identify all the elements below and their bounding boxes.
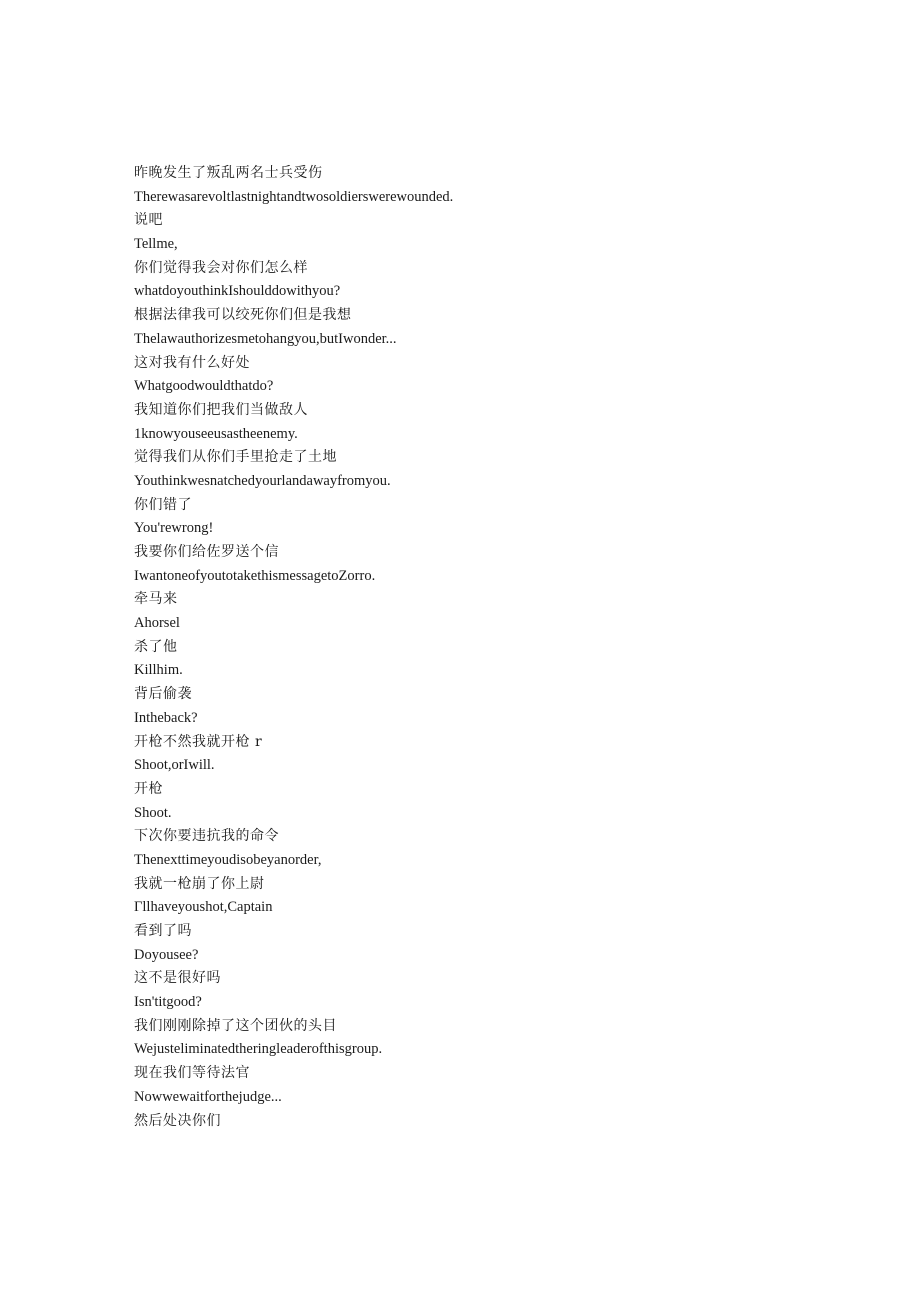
subtitle-line-chinese: 开枪 bbox=[134, 780, 163, 797]
subtitle-line-chinese: 我要你们给佐罗送个信 bbox=[134, 544, 279, 560]
subtitle-text-block bbox=[134, 162, 834, 1133]
subtitle-line-english: Killhim. bbox=[134, 662, 183, 679]
subtitle-line-chinese: 背后偷袭 bbox=[134, 686, 192, 703]
subtitle-line-english: Ahorsel bbox=[134, 615, 180, 632]
subtitle-line-chinese: 下次你要违抗我的命令 bbox=[134, 828, 279, 845]
subtitle-line-chinese: 然后处决你们 bbox=[134, 1112, 221, 1129]
subtitle-line-english: Whatgoodwouldthatdo? bbox=[134, 378, 274, 395]
subtitle-line-chinese: 开枪不然我就开枪 r bbox=[134, 733, 263, 750]
subtitle-line-chinese: 看到了吗 bbox=[134, 923, 192, 939]
subtitle-line-chinese: 你们觉得我会对你们怎么样 bbox=[134, 259, 308, 276]
subtitle-line-chinese: 根据法律我可以绞死你们但是我想 bbox=[134, 307, 352, 324]
subtitle-line-english: Nowwewaitforthejudge... bbox=[134, 1088, 282, 1105]
subtitle-line-english: Shoot,orIwill. bbox=[134, 757, 215, 774]
subtitle-line-english: Doyousee? bbox=[134, 946, 199, 963]
subtitle-line-chinese: 昨晚发生了叛乱两名士兵受伤 bbox=[134, 165, 323, 181]
subtitle-line-english: Intheback? bbox=[134, 709, 198, 726]
subtitle-line-chinese: 你们错了 bbox=[134, 496, 192, 513]
subtitle-line-chinese: 我们刚刚除掉了这个团伙的头目 bbox=[134, 1017, 337, 1034]
subtitle-line-english: IwantoneofyoutotakethismessagetoZorro. bbox=[134, 567, 376, 584]
subtitle-line-chinese: 觉得我们从你们手里抢走了土地 bbox=[134, 449, 337, 466]
subtitle-line-chinese: 杀了他 bbox=[134, 638, 178, 655]
subtitle-line-english: whatdoyouthinkIshoulddowithyou? bbox=[134, 283, 341, 300]
subtitle-line-english: Wejusteliminatedtheringleaderofthisgroup. bbox=[134, 1041, 383, 1058]
subtitle-line-english: Therewasarevoltlastnightandtwosoldierswerewounded. bbox=[134, 188, 454, 205]
subtitle-line-english: Isn'titgood? bbox=[134, 994, 202, 1011]
subtitle-line-english: Thelawauthorizesmetohangyou,butIwonder... bbox=[134, 330, 397, 347]
subtitle-line-chinese: 说吧 bbox=[134, 212, 163, 229]
subtitle-line-english: Γllhaveyoushot,Captain bbox=[134, 899, 273, 916]
subtitle-line-chinese: 我知道你们把我们当做敌人 bbox=[134, 401, 308, 418]
subtitle-line-english: You'rewrong! bbox=[134, 520, 214, 537]
subtitle-line-english: Thenexttimeyoudisobeyanorder, bbox=[134, 851, 322, 868]
subtitle-line-chinese: 牵马来 bbox=[134, 591, 178, 608]
subtitle-line-english: Tellme, bbox=[134, 236, 178, 253]
subtitle-line-chinese: 现在我们等待法官 bbox=[134, 1065, 250, 1082]
subtitle-line-english: Shoot. bbox=[134, 804, 172, 821]
subtitle-line-english: Youthinkwesnatchedyourlandawayfromyou. bbox=[134, 472, 391, 489]
subtitle-line-chinese: 这不是很好吗 bbox=[134, 970, 221, 987]
subtitle-line-english: 1knowyouseeusastheenemy. bbox=[134, 425, 298, 442]
subtitle-line-chinese: 这对我有什么好处 bbox=[134, 354, 250, 371]
subtitle-line-chinese: 我就一枪崩了你上尉 bbox=[134, 875, 265, 892]
